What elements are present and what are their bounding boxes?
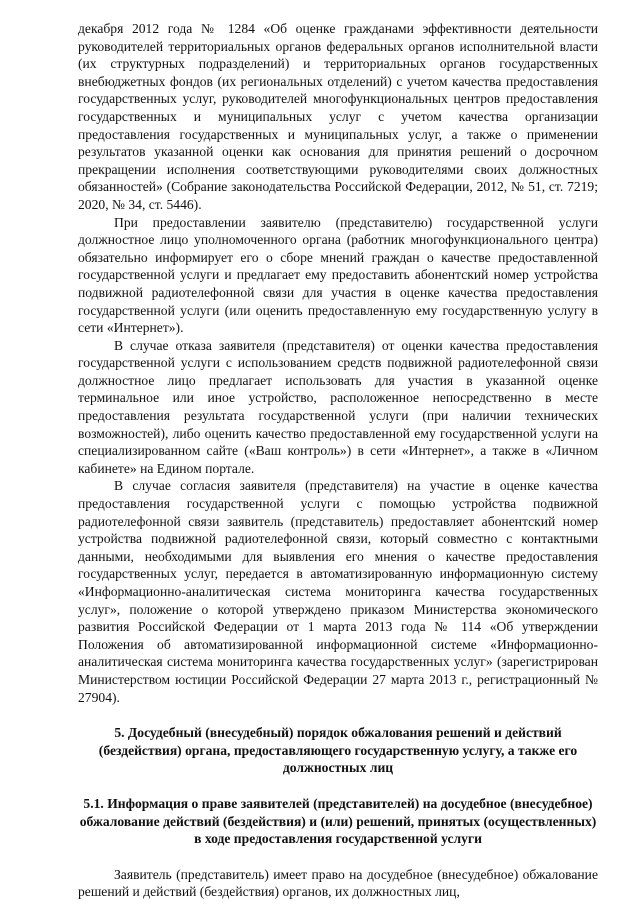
paragraph-inform-applicant: При предоставлении заявителю (представителю) государственной услуги должностное лицо уполномоченного органа (работник многофункционального центра) обязательно информирует его о сборе мнений граждан о качестве предоставленной государственной услуги и предлагает ему предоставить абонентский номер устройства подвижной радиотелефонной связи для участия в оценке качества предоставления государственной услуги (или оценить предоставленную ему государственную услугу в сети «Интернет»). — [78, 214, 598, 336]
section-5-heading: 5. Досудебный (внесудебный) порядок обжалования решений и действий (бездействия) органа, предоставляющего государственную услугу, а также его должностных лиц — [98, 725, 578, 776]
paragraph-consent-case: В случае согласия заявителя (представителя) на участие в оценке качества предоставления государственной услуги с помощью устройства подвижной радиотелефонной связи заявитель (представитель) предоставляет абонентский номер устройства подвижной радиотелефонной связи, который совместно с контактными данными, необходимыми для выявления его мнения о качестве предоставления государственных услуг, передается в автоматизированную информационную систему «Информационно-аналитическая система мониторинга качества государственных услуг», положение о которой утверждено приказом Министерства экономического развития Российской Федерации от 1 марта 2013 года № 114 «Об утверждении Положения об автоматизированной информационной системе «Информационно-аналитическая система мониторинга качества государственных услуг» (зарегистрирован Министерством юстиции Российской Федерации 27 марта 2013 г., регистрационный № 27904). — [78, 478, 598, 705]
paragraph-decree-reference: декабря 2012 года № 1284 «Об оценке гражданами эффективности деятельности руководителей территориальных органов федеральных органов исполнительной власти (их структурных подразделений) и территориальных органов государственных внебюджетных фондов (их региональных отделений) с учетом качества предоставления государственных услуг, руководителей многофункциональных центров предоставления государственных и муниципальных услуг с учетом качества организации предоставления государственных и муниципальных услуг, а также о применении результатов указанной оценки как основания для принятия решений о досрочном прекращении исполнения соответствующими руководителями своих должностных обязанностей» (Собрание законодательства Российской Федерации, 2012, № 51, ст. 7219; 2020, № 34, ст. 5446). — [78, 21, 598, 212]
section-5-1-heading: 5.1. Информация о праве заявителей (представителей) на досудебное (внесудебное) обжалование действий (бездействия) и (или) решений, принятых (осуществленных) в ходе предоставления государственной услуги — [79, 795, 597, 847]
document-page — [78, 20, 598, 901]
paragraph-refusal-case: В случае отказа заявителя (представителя) от оценки качества предоставления государственной услуги с использованием средств подвижной радиотелефонной связи должностное лицо предлагает использовать для участия в указанной оценке терминальное или иное устройство, расположенное непосредственно в месте предоставления результата государственной услуги (при наличии технических возможностей), либо оценить качество предоставленной ему государственной услуги на специализированном сайте («Ваш контроль») в сети «Интернет», а также в «Личном кабинете» на Едином портале. — [78, 337, 598, 476]
paragraph-appeal-right: Заявитель (представитель) имеет право на досудебное (внесудебное) обжалование решений и действий (бездействия) органов, их должностных лиц, — [78, 866, 598, 900]
